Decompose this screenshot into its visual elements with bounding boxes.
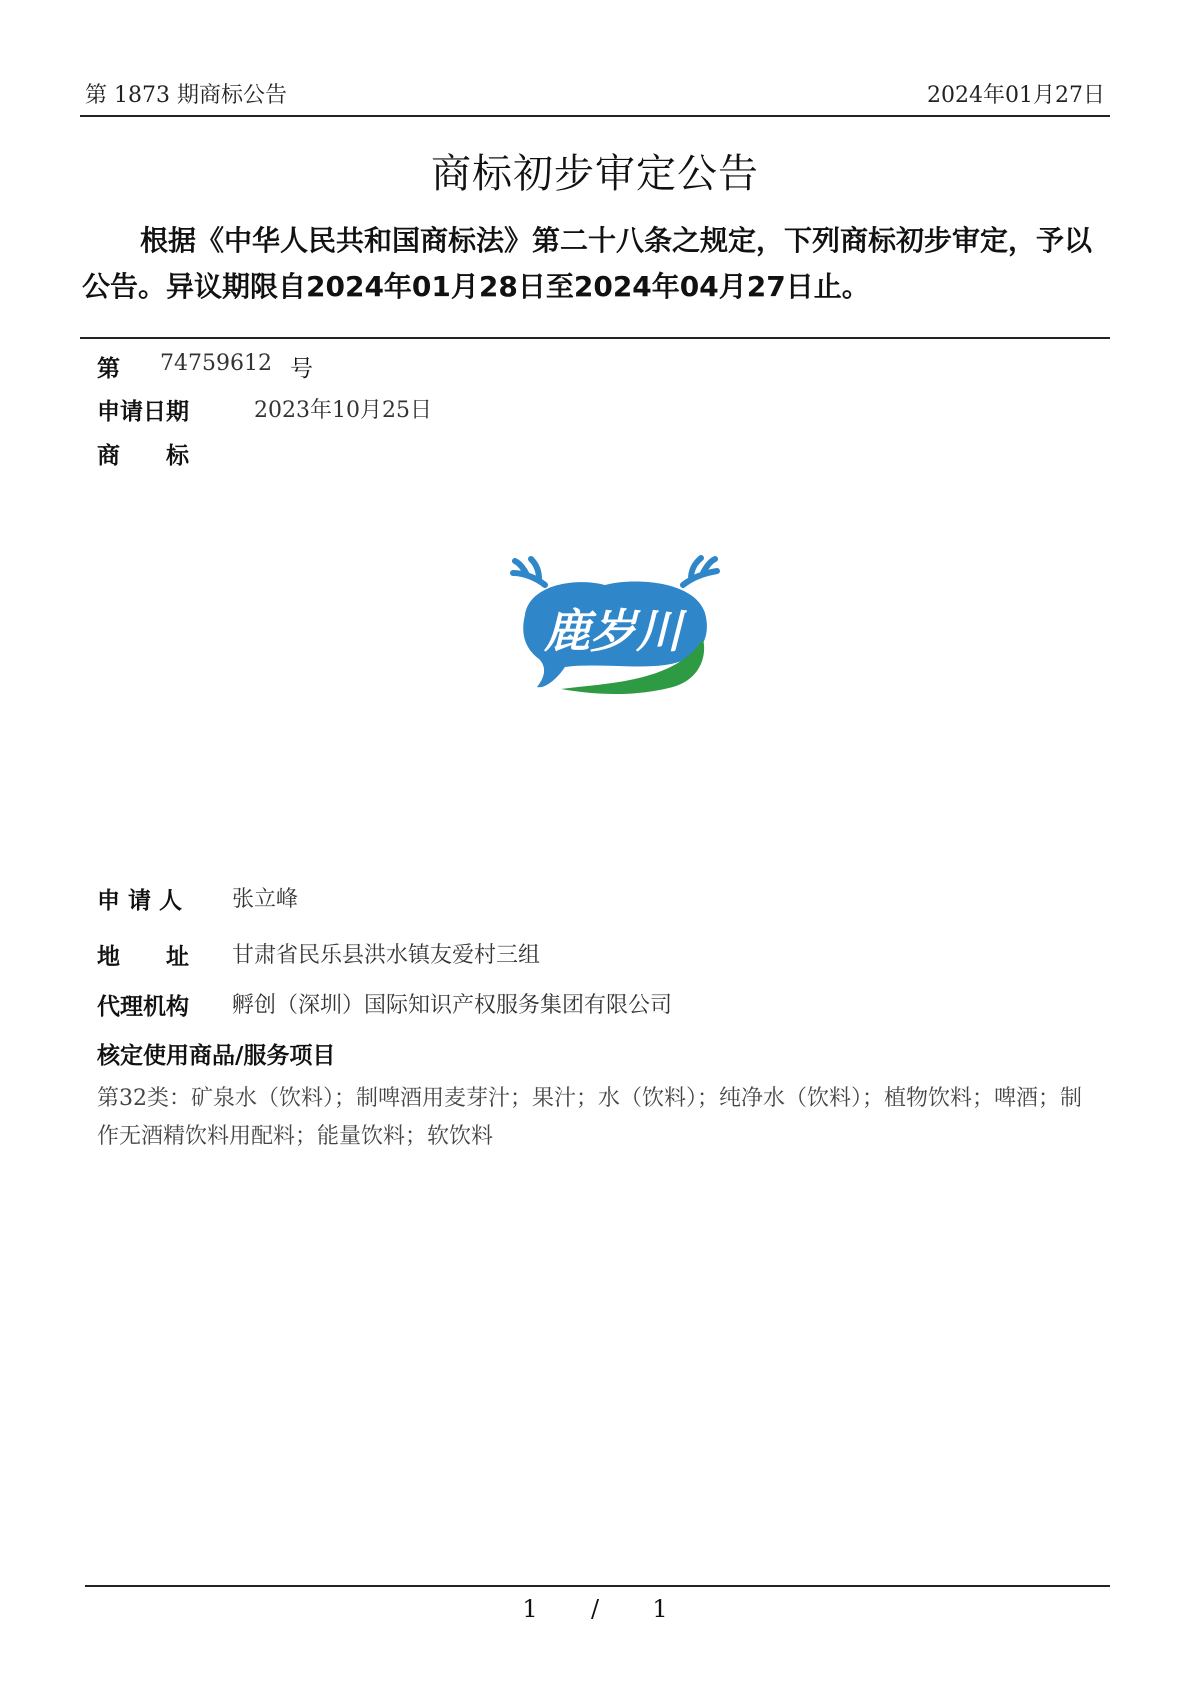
footer-divider bbox=[85, 1585, 1110, 1587]
right-antler-icon bbox=[683, 558, 717, 585]
agent-label: 代理机构 bbox=[97, 994, 189, 1020]
publication-date: 2024年01月27日 bbox=[927, 83, 1105, 108]
goods-label: 核定使用商品/服务项目 bbox=[97, 1043, 336, 1069]
applicant-address: 甘肃省民乐县洪水镇友爱村三组 bbox=[232, 943, 541, 968]
page-indicator bbox=[0, 1595, 1190, 1623]
agent-name: 孵创（深圳）国际知识产权服务集团有限公司 bbox=[232, 993, 673, 1018]
intro-paragraph: 根据《中华人民共和国商标法》第二十八条之规定，下列商标初步审定，予以公告。异议期限自2024年01月28日至2024年04月27日止。 bbox=[82, 224, 1093, 303]
trademark-label: 商 标 bbox=[97, 443, 189, 469]
application-date-label: 申请日期 bbox=[97, 399, 189, 425]
applicant-label: 申 请 人 bbox=[97, 888, 183, 914]
goods-list: 第32类：矿泉水（饮料）；制啤酒用麦芽汁；果汁；水（饮料）；纯净水（饮料）；植物饮料；啤酒；制作无酒精饮料用配料；能量饮料；软饮料 bbox=[97, 1086, 1082, 1149]
page-total: 1 bbox=[652, 1595, 668, 1623]
header-divider bbox=[80, 115, 1110, 117]
page-separator: / bbox=[590, 1595, 600, 1623]
logo-wordmark: 鹿岁川 bbox=[544, 604, 682, 658]
trademark-logo bbox=[505, 555, 725, 705]
number-suffix: 号 bbox=[290, 356, 313, 382]
issue-number: 第 1873 期商标公告 bbox=[85, 83, 287, 108]
applicant-name: 张立峰 bbox=[232, 887, 299, 912]
section-divider bbox=[80, 337, 1110, 339]
address-label: 地 址 bbox=[97, 944, 189, 970]
page-current: 1 bbox=[522, 1595, 538, 1623]
application-date: 2023年10月25日 bbox=[254, 398, 432, 423]
left-antler-icon bbox=[513, 559, 545, 585]
registration-number: 74759612 bbox=[160, 351, 272, 376]
page-title: 商标初步审定公告 bbox=[431, 151, 759, 197]
number-prefix: 第 bbox=[97, 356, 120, 382]
